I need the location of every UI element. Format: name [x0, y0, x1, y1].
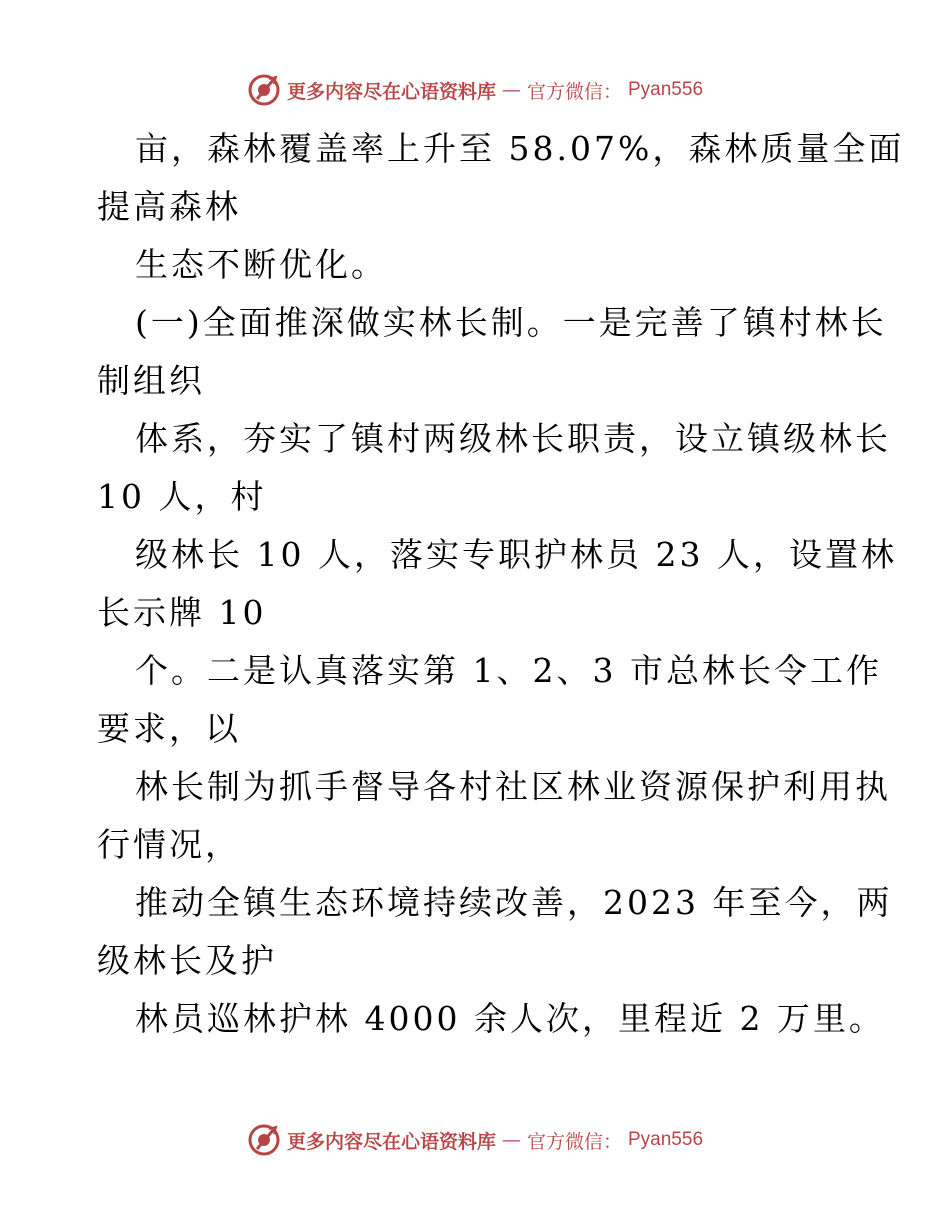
header-banner-inner: [247, 73, 703, 107]
text-line: 级林长及护: [97, 941, 277, 980]
text-line: 提高森林: [97, 187, 241, 226]
brand-logo-icon: [247, 1123, 281, 1157]
text-line: 体系，夯实了镇村两级林长职责，设立镇级林长: [135, 419, 891, 458]
banner-wechat-label: 官方微信：: [526, 80, 622, 103]
footer-banner-inner: [247, 1123, 703, 1157]
text-line: 亩，森林覆盖率上升至 58.07%，森林质量全面: [135, 129, 905, 168]
text-line: 行情况，: [97, 825, 241, 864]
text-line: 个。二是认真落实第 1、2、3 市总林长令工作: [135, 651, 882, 690]
text-line: 制组织: [97, 361, 205, 400]
text-line: 10 人，村: [97, 477, 267, 516]
banner-site-name: 更多内容尽在心语资料库: [286, 1130, 496, 1153]
text-line: 生态不断优化。: [135, 245, 387, 284]
banner-wechat-id: Pyan556: [628, 79, 704, 100]
footer-watermark-banner: [0, 1120, 950, 1160]
text-line: 林长制为抓手督导各村社区林业资源保护利用执: [135, 767, 891, 806]
text-line: (一)全面推深做实林长制。一是完善了镇村林长: [135, 303, 887, 342]
header-watermark-banner: [0, 70, 950, 110]
banner-site-name: 更多内容尽在心语资料库: [286, 80, 496, 103]
banner-wechat-id: Pyan556: [628, 1129, 704, 1150]
document-body: [97, 120, 905, 1048]
text-line: 级林长 10 人，落实专职护林员 23 人，设置林: [135, 535, 897, 574]
text-line: 推动全镇生态环境持续改善，2023 年至今，两: [135, 883, 893, 922]
banner-separator: —: [501, 79, 521, 101]
banner-wechat-label: 官方微信：: [526, 1130, 622, 1153]
text-line: 长示牌 10: [97, 593, 267, 632]
brand-logo-icon: [247, 73, 281, 107]
text-line: 要求，以: [97, 709, 241, 748]
banner-separator: —: [501, 1129, 521, 1151]
text-line: 林员巡林护林 4000 余人次，里程近 2 万里。: [135, 999, 885, 1038]
